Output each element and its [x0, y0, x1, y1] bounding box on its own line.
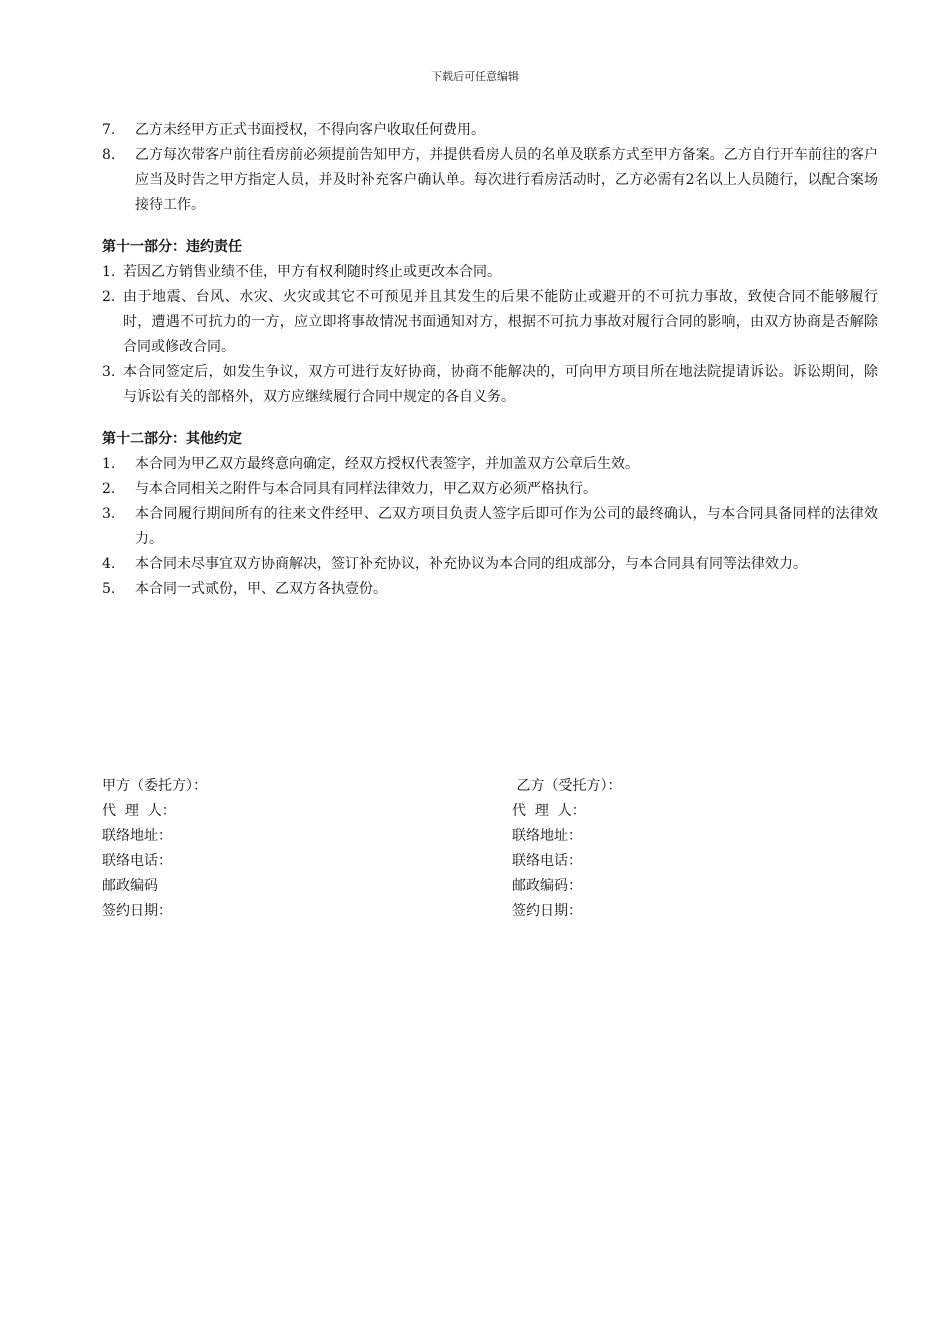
item-text: 本合同一式贰份，甲、乙双方各执壹份。 [135, 581, 387, 597]
item-number: 7. [102, 122, 116, 138]
party-b-agent: 代 理 人： [512, 803, 586, 819]
item-text: 本合同签定后，如发生争议，双方可进行友好协商，协商不能解决的，可向甲方项目所在地法院提请诉讼。诉讼期间，除与诉讼有关的部格外，双方应继续履行合同中规定的各自义务。 [123, 364, 878, 405]
list-item [102, 577, 878, 602]
item-text: 乙方未经甲方正式书面授权，不得向客户收取任何费用。 [135, 122, 485, 138]
item-number: 2. [102, 289, 116, 305]
item-number: 3. [102, 364, 116, 380]
item-text: 与本合同相关之附件与本合同具有同样法律效力，甲乙双方必须严格执行。 [135, 481, 597, 497]
party-a-column [102, 774, 207, 924]
list-item [102, 143, 878, 218]
list-item [102, 452, 878, 477]
list-item [102, 477, 878, 502]
list-item [102, 360, 878, 410]
section-11-title: 第十一部分：违约责任 [102, 239, 242, 255]
item-text: 由于地震、台风、水灾、火灾或其它不可预见并且其发生的后果不能防止或避开的不可抗力事故，致使合同不能够履行时，遭遇不可抗力的一方，应立即将事故情况书面通知对方，根据不可抗力事故对履行合同的影响，由双方协商是否解除合同或修改合同。 [123, 289, 878, 355]
section-12-list [102, 452, 878, 602]
item-text: 本合同为甲乙双方最终意向确定，经双方授权代表签字，并加盖双方公章后生效。 [135, 456, 639, 472]
party-a-address: 联络地址： [102, 828, 172, 844]
item-number: 8. [102, 147, 116, 163]
party-b-column [512, 774, 621, 924]
list-item [102, 260, 878, 285]
section-11-list [102, 260, 878, 410]
item-number: 5. [102, 581, 116, 597]
section-12-title: 第十二部分：其他约定 [102, 431, 242, 447]
contract-body [102, 118, 878, 602]
item-number: 4. [102, 556, 116, 572]
item-number: 1. [102, 264, 116, 280]
party-b-date: 签约日期： [512, 903, 582, 919]
item-number: 3. [102, 506, 116, 522]
party-a-postcode: 邮政编码 [102, 878, 158, 894]
item-text: 乙方每次带客户前往看房前必须提前告知甲方，并提供看房人员的名单及联系方式至甲方备案。乙方自行开车前往的客户应当及时告之甲方指定人员，并及时补充客户确认单。每次进行看房活动时，乙方必需有2名以上人员随行，以配合案场接待工作。 [135, 147, 878, 213]
list-item [102, 552, 878, 577]
item-number: 1. [102, 456, 116, 472]
party-b-postcode: 邮政编码： [512, 878, 582, 894]
party-a-title: 甲方（委托方）： [102, 778, 207, 794]
item-text: 若因乙方销售业绩不佳，甲方有权利随时终止或更改本合同。 [123, 264, 501, 280]
party-a-date: 签约日期： [102, 903, 172, 919]
list-item [102, 285, 878, 360]
party-b-phone: 联络电话： [512, 853, 582, 869]
item-text: 本合同履行期间所有的往来文件经甲、乙双方项目负责人签字后即可作为公司的最终确认，与本合同具备同样的法律效力。 [135, 506, 878, 547]
party-a-agent: 代 理 人： [102, 803, 176, 819]
party-a-phone: 联络电话： [102, 853, 172, 869]
item-text: 本合同未尽事宜双方协商解决，签订补充协议，补充协议为本合同的组成部分，与本合同具有同等法律效力。 [135, 556, 807, 572]
page-header-note: 下载后可任意编辑 [431, 70, 519, 83]
item-number: 2. [102, 481, 116, 497]
party-b-address: 联络地址： [512, 828, 582, 844]
party-b-title: 乙方（受托方）： [512, 778, 622, 794]
list-item [102, 118, 878, 143]
list-item [102, 502, 878, 552]
section-prev-list [102, 118, 878, 218]
